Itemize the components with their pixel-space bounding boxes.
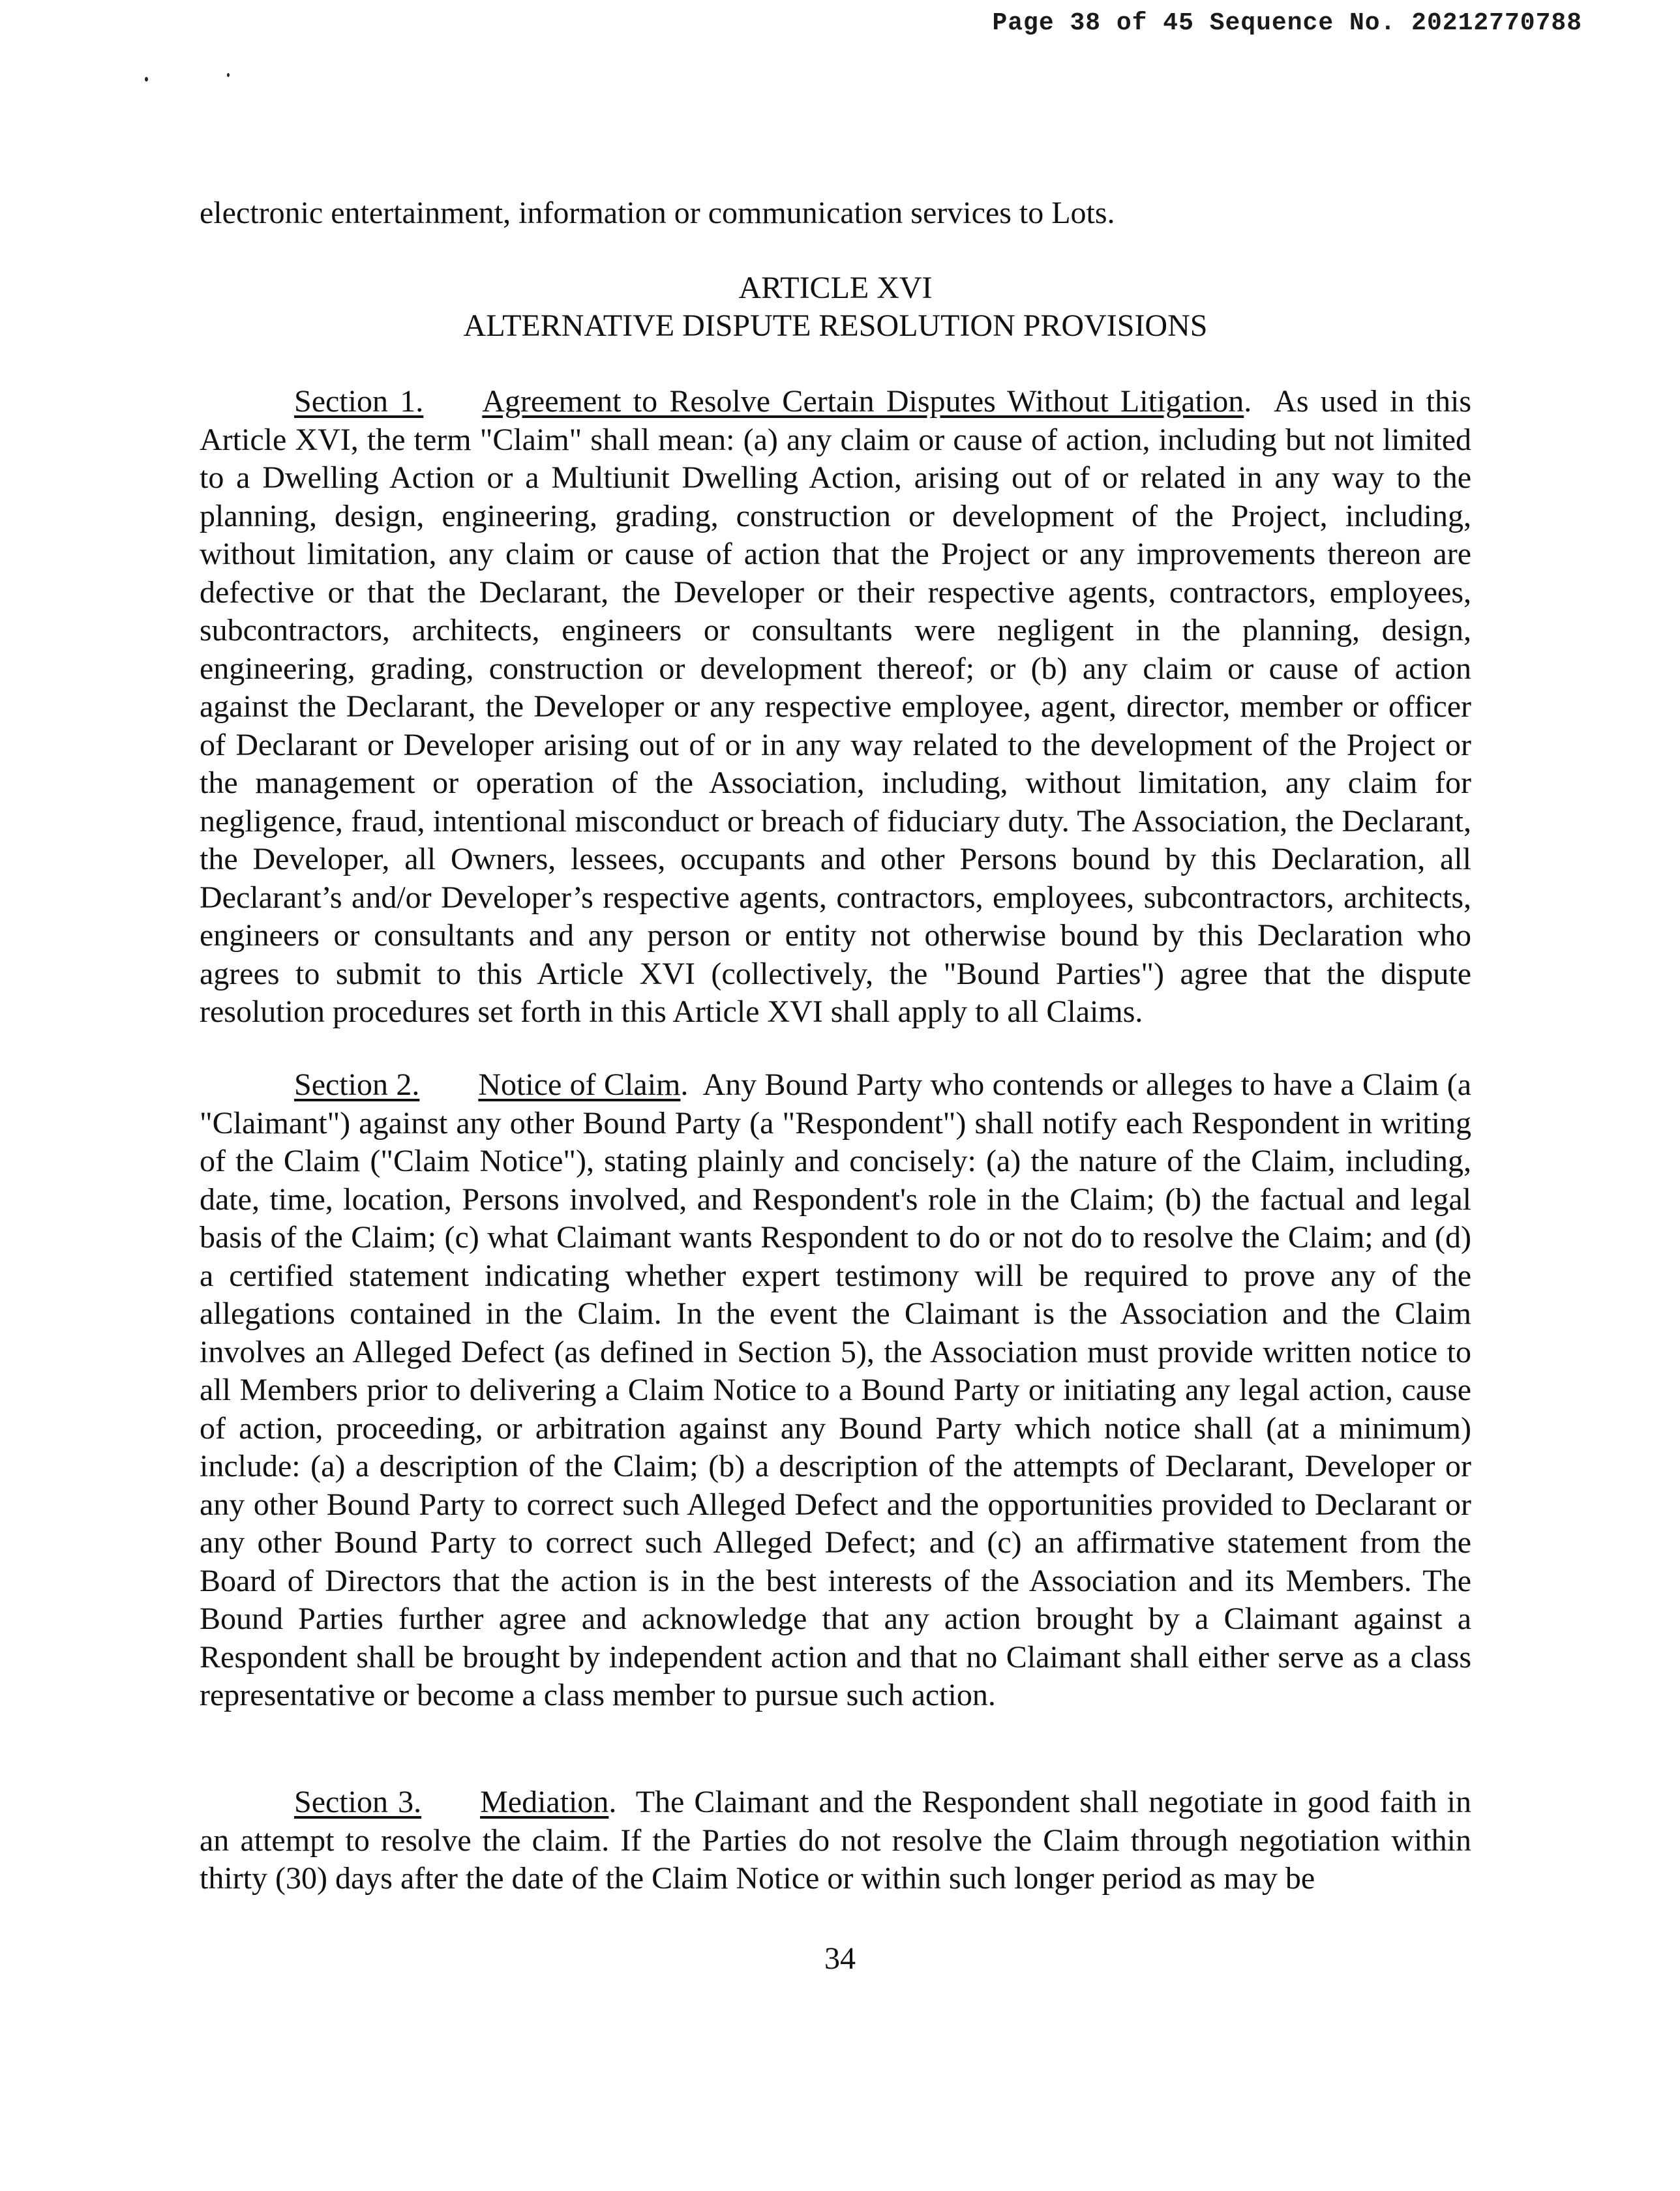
section-1-body: As used in this Article XVI, the term "Claim" shall mean: (a) any claim or cause of action, including but not limited to a Dwelling Action or a Multiunit Dwelling Action, arising out of or related in any way to the planning, design, engineering, grading, construction or development of the Project, including, without limitation, any claim or cause of action that the Project or any improvements thereon are defective or that the Declarant, the Developer or their respective agents, contractors, employees, subcontractors, architects, engineers or consultants were negligent in the planning, design, engineering, grading, construction or development thereof; or (b) any claim or cause of action against the Declarant, the Developer or any respective employee, agent, director, member or officer of Declarant or Developer arising out of or in any way related to the development of the Project or the management or operation of the Association, including, without limitation, any claim for negligence, fraud, intentional misconduct or breach of fiduciary duty. The Association, the Declarant, the Developer, all Owners, lessees, occupants and other Persons bound by this Declaration, all Declarant’s and/or Developer’s respective agents, contractors, employees, subcontractors, architects, engineers or consultants and any person or entity not otherwise bound by this Declaration who agrees to submit to this Article XVI (collectively, the "Bound Parties") agree that the dispute resolution procedures set forth in this Article XVI shall apply to all Claims. <box>200 384 1472 1029</box>
scan-speck <box>227 73 230 77</box>
section-2-body: Any Bound Party who contends or alleges to have a Claim (a "Claimant") against any other Bound Party (a "Respondent") shall notify each Respondent in writing of the Claim ("Claim Notice"), stating plainly and concisely: (a) the nature of the Claim, including, date, time, location, Persons involved, and Respondent's role in the Claim; (b) the factual and legal basis of the Claim; (c) what Claimant wants Respondent to do or not do to resolve the Claim; and (d) a certified statement indicating whether expert testimony will be required to prove any of the allegations contained in the Claim. In the event the Claimant is the Association and the Claim involves an Alleged Defect (as defined in Section 5), the Association must provide written notice to all Members prior to delivering a Claim Notice to a Bound Party or initiating any legal action, cause of action, proceeding, or arbitration against any Bound Party which notice shall (at a minimum) include: (a) a description of the Claim; (b) a description of the attempts of Declarant, Developer or any other Bound Party to correct such Alleged Defect and the opportunities provided to Declarant or any other Bound Party to correct such Alleged Defect; and (c) an affirmative statement from the Board of Directors that the action is in the best interests of the Association and its Members. The Bound Parties further agree and acknowledge that any action brought by a Claimant against a Respondent shall be brought by independent action and that no Claimant shall either serve as a class representative or become a class member to pursue such action. <box>200 1067 1472 1712</box>
article-heading <box>200 269 1471 345</box>
article-number: ARTICLE XVI <box>738 271 933 305</box>
section-3-paragraph: Section 3. Mediation. The Claimant and the Respondent shall negotiate in good faith in an attempt to resolve the claim. If the Parties do not resolve the Claim through negotiation within thirty (30) days after the date of the Claim Notice or within such longer period as may be <box>200 1785 1472 1896</box>
section-1-paragraph: Section 1. Agreement to Resolve Certain Disputes Without Litigation. As used in this Article XVI, the term "Claim" shall mean: (a) any claim or cause of action, including but not limited to a Dwelling Action or a Multiunit Dwelling Action, arising out of or related in any way to the planning, design, engineering, grading, construction or development of the Project, including, without limitation, any claim or cause of action that the Project or any improvements thereon are defective or that the Declarant, the Developer or their respective agents, contractors, employees, subcontractors, architects, engineers or consultants were negligent in the planning, design, engineering, grading, construction or development thereof; or (b) any claim or cause of action against the Declarant, the Developer or any respective employee, agent, director, member or officer of Declarant or Developer arising out of or in any way related to the development of the Project or the management or operation of the Association, including, without limitation, any claim for negligence, fraud, intentional misconduct or breach of fiduciary duty. The Association, the Declarant, the Developer, all Owners, lessees, occupants and other Persons bound by this Declaration, all Declarant’s and/or Developer’s respective agents, contractors, employees, subcontractors, architects, engineers or consultants and any person or entity not otherwise bound by this Declaration who agrees to submit to this Article XVI (collectively, the "Bound Parties") agree that the dispute resolution procedures set forth in this Article XVI shall apply to all Claims. <box>200 384 1472 1029</box>
continued-text: electronic entertainment, information or communication services to Lots. <box>200 196 1115 230</box>
section-3-heading: Mediation <box>480 1785 609 1819</box>
section-1-heading: Agreement to Resolve Certain Disputes Without Litigation <box>482 384 1244 419</box>
scan-speck <box>145 77 148 82</box>
section-3-label: Section 3. <box>294 1785 422 1819</box>
section-2-paragraph: Section 2. Notice of Claim. Any Bound Party who contends or alleges to have a Claim (a "Claimant") against any other Bound Party (a "Respondent") shall notify each Respondent in writing of the Claim ("Claim Notice"), stating plainly and concisely: (a) the nature of the Claim, including, date, time, location, Persons involved, and Respondent's role in the Claim; (b) the factual and legal basis of the Claim; (c) what Claimant wants Respondent to do or not do to resolve the Claim; and (d) a certified statement indicating whether expert testimony will be required to prove any of the allegations contained in the Claim. In the event the Claimant is the Association and the Claim involves an Alleged Defect (as defined in Section 5), the Association must provide written notice to all Members prior to delivering a Claim Notice to a Bound Party or initiating any legal action, cause of action, proceeding, or arbitration against any Bound Party which notice shall (at a minimum) include: (a) a description of the Claim; (b) a description of the attempts of Declarant, Developer or any other Bound Party to correct such Alleged Defect and the opportunities provided to Declarant or any other Bound Party to correct such Alleged Defect; and (c) an affirmative statement from the Board of Directors that the action is in the best interests of the Association and its Members. The Bound Parties further agree and acknowledge that any action brought by a Claimant against a Respondent shall be brought by independent action and that no Claimant shall either serve as a class representative or become a class member to pursue such action. <box>200 1067 1472 1712</box>
section-3-body: The Claimant and the Respondent shall negotiate in good faith in an attempt to resolve the claim. If the Parties do not resolve the Claim through negotiation within thirty (30) days after the date of the Claim Notice or within such longer period as may be <box>200 1785 1472 1896</box>
page-sequence-stamp: Page 38 of 45 Sequence No. 20212770788 <box>992 9 1582 37</box>
article-title: ALTERNATIVE DISPUTE RESOLUTION PROVISIONS <box>463 308 1208 343</box>
section-2-label: Section 2. <box>294 1067 420 1102</box>
section-1-label: Section 1. <box>294 384 424 419</box>
page-number: 34 <box>824 1941 856 1976</box>
section-2-heading: Notice of Claim <box>478 1067 681 1102</box>
